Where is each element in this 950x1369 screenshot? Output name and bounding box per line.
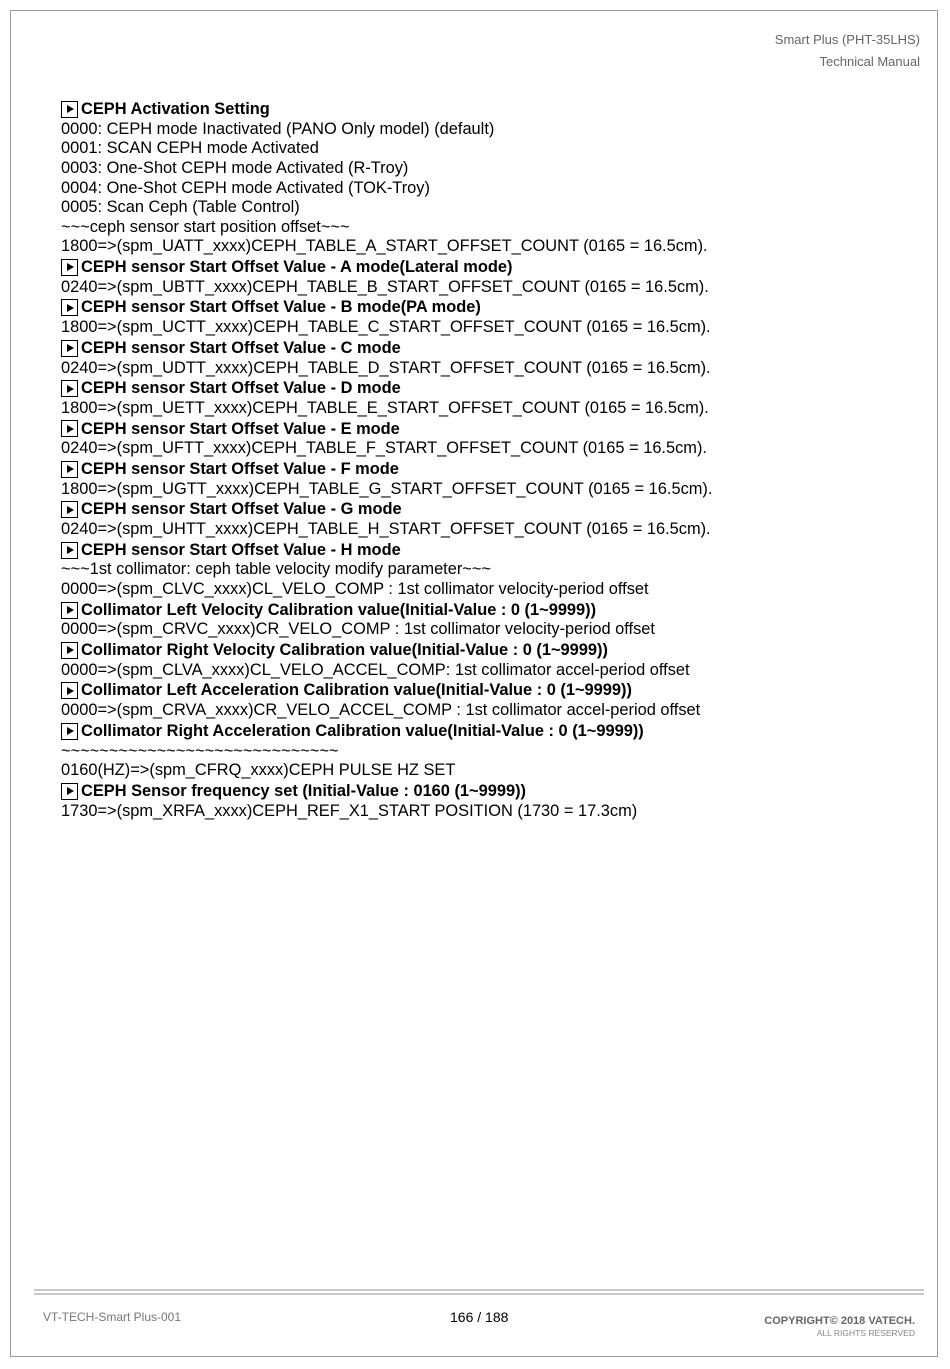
play-arrow-icon [61,542,78,559]
text-line: 0003: One-Shot CEPH mode Activated (R-Troy) [61,158,409,177]
section-heading-text: CEPH sensor Start Offset Value - C mode [81,338,401,357]
text-line: 0000=>(spm_CRVC_xxxx)CR_VELO_COMP : 1st collimator velocity-period offset [61,620,655,639]
play-arrow-icon [61,682,78,699]
section-heading [61,680,891,701]
text-line: 0000: CEPH mode Inactivated (PANO Only model) (default) [61,119,495,138]
play-arrow-icon [61,340,78,357]
section-heading-text: CEPH sensor Start Offset Value - D mode [81,379,401,398]
play-arrow-icon [61,783,78,800]
section-heading-text: CEPH sensor Start Offset Value - G mode [81,500,402,519]
section-heading [61,459,891,480]
section-heading [61,499,891,520]
page-number: 166 / 188 [450,1309,509,1325]
text-line: ~~~ceph sensor start position offset~~~ [61,217,350,236]
section-heading-text: CEPH Sensor frequency set (Initial-Value : 0160 (1~9999)) [81,781,526,800]
page-header [775,29,920,73]
text-line: 0240=>(spm_UBTT_xxxx)CEPH_TABLE_B_START_OFFSET_COUNT (0165 = 16.5cm). [61,277,709,296]
play-arrow-icon [61,501,78,518]
text-line: 1730=>(spm_XRFA_xxxx)CEPH_REF_X1_START POSITION (1730 = 17.3cm) [61,801,638,820]
text-line: 0240=>(spm_UDTT_xxxx)CEPH_TABLE_D_START_OFFSET_COUNT (0165 = 16.5cm). [61,358,711,377]
rights-text: ALL RIGHTS RESERVED [816,1328,915,1338]
text-line: 1800=>(spm_UATT_xxxx)CEPH_TABLE_A_START_OFFSET_COUNT (0165 = 16.5cm). [61,237,708,256]
section-heading [61,540,891,561]
footer-divider [34,1289,924,1295]
document-body [61,99,891,821]
play-arrow-icon [61,723,78,740]
play-arrow-icon [61,259,78,276]
play-arrow-icon [61,299,78,316]
footer-doc-id: VT-TECH-Smart Plus-001 [43,1310,182,1324]
copyright-text: COPYRIGHT© 2018 VATECH. [764,1315,915,1327]
section-heading [61,419,891,440]
section-heading [61,781,891,802]
text-line: 0000=>(spm_CRVA_xxxx)CR_VELO_ACCEL_COMP : 1st collimator accel-period offset [61,701,701,720]
section-heading [61,338,891,359]
play-arrow-icon [61,101,78,118]
play-arrow-icon [61,420,78,437]
section-heading [61,99,891,120]
section-heading-text: CEPH sensor Start Offset Value - F mode [81,459,399,478]
text-line: 0004: One-Shot CEPH mode Activated (TOK-Troy) [61,178,430,197]
text-line: 0000=>(spm_CLVC_xxxx)CL_VELO_COMP : 1st collimator velocity-period offset [61,580,649,599]
section-heading-text: Collimator Right Velocity Calibration value(Initial-Value : 0 (1~9999)) [81,641,608,660]
section-heading-text: Collimator Left Velocity Calibration value(Initial-Value : 0 (1~9999)) [81,600,597,619]
section-heading [61,297,891,318]
footer-copyright-block [764,1314,915,1339]
play-arrow-icon [61,380,78,397]
text-line: 1800=>(spm_UETT_xxxx)CEPH_TABLE_E_START_OFFSET_COUNT (0165 = 16.5cm). [61,398,709,417]
section-heading-text: CEPH sensor Start Offset Value - A mode(Lateral mode) [81,257,513,276]
text-line: 1800=>(spm_UGTT_xxxx)CEPH_TABLE_G_START_OFFSET_COUNT (0165 = 16.5cm). [61,479,713,498]
section-heading-text: CEPH sensor Start Offset Value - H mode [81,540,401,559]
section-heading [61,600,891,621]
section-heading-text: Collimator Left Acceleration Calibration value(Initial-Value : 0 (1~9999)) [81,681,632,700]
header-product: Smart Plus (PHT-35LHS) [774,32,920,47]
text-line: 0160(HZ)=>(spm_CFRQ_xxxx)CEPH PULSE HZ SET [61,761,456,780]
text-line: 0001: SCAN CEPH mode Activated [61,139,319,158]
play-arrow-icon [61,642,78,659]
text-line: 1800=>(spm_UCTT_xxxx)CEPH_TABLE_C_START_OFFSET_COUNT (0165 = 16.5cm). [61,318,711,337]
section-heading [61,640,891,661]
section-heading-text: CEPH Activation Setting [81,100,270,118]
section-heading [61,378,891,399]
text-line: ~~~1st collimator: ceph table velocity modify parameter~~~ [61,560,492,579]
play-arrow-icon [61,461,78,478]
section-heading-text: CEPH sensor Start Offset Value - E mode [81,419,400,438]
text-line: 0005: Scan Ceph (Table Control) [61,198,300,217]
play-arrow-icon [61,602,78,619]
section-heading-text: Collimator Right Acceleration Calibration value(Initial-Value : 0 (1~9999)) [81,721,644,740]
section-heading-text: CEPH sensor Start Offset Value - B mode(PA mode) [81,298,481,317]
text-line: 0240=>(spm_UHTT_xxxx)CEPH_TABLE_H_START_OFFSET_COUNT (0165 = 16.5cm). [61,520,711,539]
section-heading [61,257,891,278]
header-doc-type: Technical Manual [819,54,920,69]
text-line: 0240=>(spm_UFTT_xxxx)CEPH_TABLE_F_START_OFFSET_COUNT (0165 = 16.5cm). [61,439,707,458]
section-heading [61,721,891,742]
text-line: 0000=>(spm_CLVA_xxxx)CL_VELO_ACCEL_COMP: 1st collimator accel-period offset [61,660,690,679]
text-line: ~~~~~~~~~~~~~~~~~~~~~~~~~~~~~ [61,741,339,760]
